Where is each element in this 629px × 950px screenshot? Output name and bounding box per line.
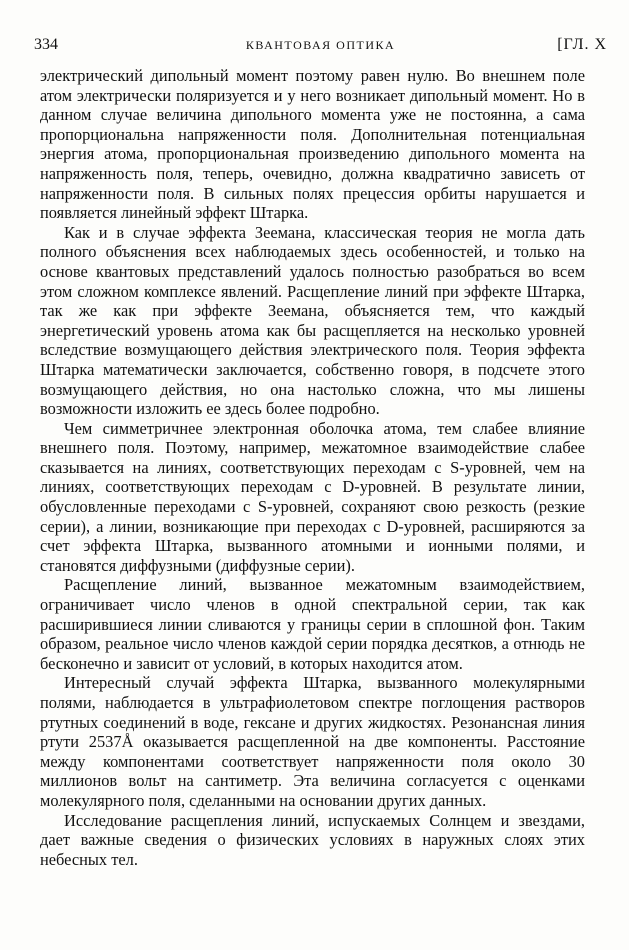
running-title: КВАНТОВАЯ ОПТИКА [245,38,396,52]
paragraph: Исследование расщепления линий, испускаемых Солнцем и звездами, дает важные сведения о физических условиях в наружных слоях этих небесных тел. [40,810,585,869]
running-head [34,36,607,58]
paragraph: Как и в случае эффекта Зеемана, классическая теория не могла дать полного объяснения всех наблюдаемых здесь особенностей, и только на основе квантовых представлений удалось полностью разобраться во всем этом сложном комплексе явлений. Расщепление линий при эффекте Штарка, так же как при эффекте Зеемана, объясняется тем, что каждый энергетический уровень атома как бы расщепляется на несколько уровней вследствие возмущающего действия электрического поля. Теория эффекта Штарка математически заключается, собственно говоря, в подсчете этого возмущающего действия, но она настолько сложна, что мы лишены возможности изложить ее здесь более подробно. [40,222,585,419]
paragraph: Расщепление линий, вызванное межатомным взаимодействием, ограничивает число членов в одной спектральной серии, так как расширившиеся линии сливаются у границы серии в сплошной фон. Таким образом, реальное число членов каждой серии порядка десятков, а отнюдь не бесконечно и зависит от условий, в которых находится атом. [40,575,585,673]
page-number: 334 [34,36,58,53]
body-text [40,66,585,869]
paragraph: Чем симметричнее электронная оболочка атома, тем слабее влияние внешнего поля. Поэтому, например, межатомное взаимодействие слабее сказывается на линиях, соответствующих переходам с S-уровней, чем на линиях, соответствующих переходам с D-уровней. В результате линии, обусловленные переходами с S-уровней, сохраняют свою резкость (резкие серии), а линии, возникающие при переходах с D-уровней, расширяются за счет эффекта Штарка, вызванного атомными и ионными полями, и становятся диффузными (диффузные серии). [40,418,585,575]
paragraph: Интересный случай эффекта Штарка, вызванного молекулярными полями, наблюдается в ультрафиолетовом спектре поглощения растворов ртутных соединений в воде, гексане и других жидкостях. Резонансная линия ртути 2537Å оказывается расщепленной на две компоненты. Расстояние между компонентами соответствует напряженности поля около 30 миллионов вольт на сантиметр. Эта величина согласуется с оценками молекулярного поля, сделанными на основании других данных. [40,673,585,810]
chapter-reference: [ГЛ. X [557,36,607,53]
paragraph-continued: электрический дипольный момент поэтому равен нулю. Во внешнем поле атом электрически поляризуется и у него возникает дипольный момент. Но в данном случае величина дипольного момента уже не постоянна, а сама пропорциональна напряженности поля. Дополнительная потенциальная энергия атома, пропорциональная произведению дипольного момента на напряженность поля, теперь, очевидно, должна квадратично зависеть от напряженности поля. В сильных полях прецессия орбиты нарушается и появляется линейный эффект Штарка. [40,66,585,223]
